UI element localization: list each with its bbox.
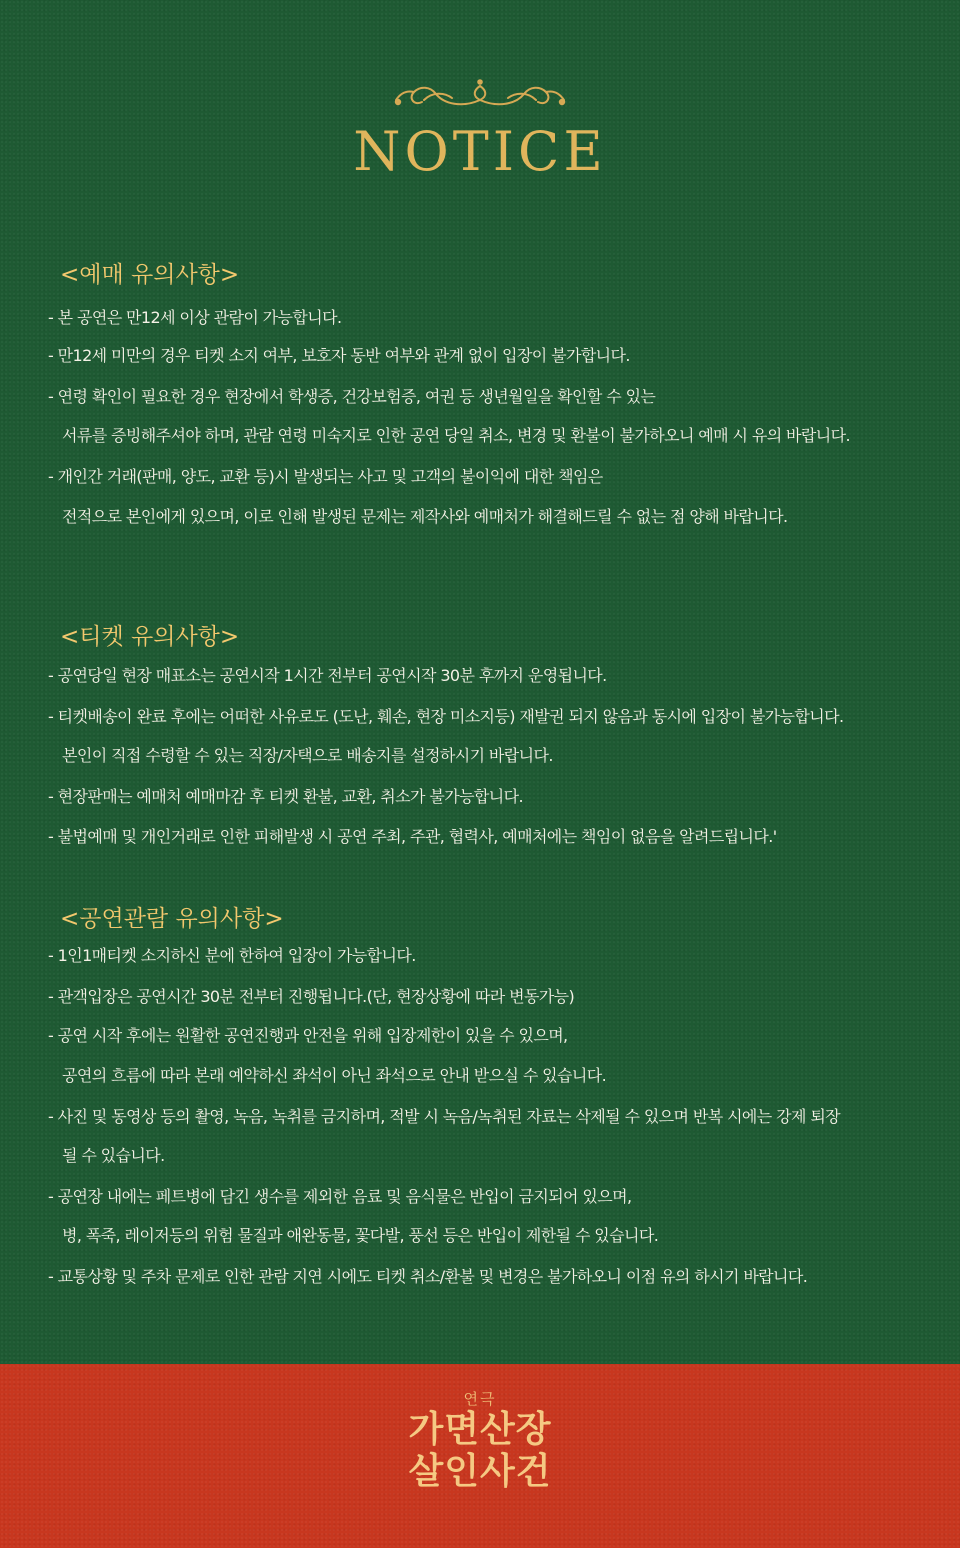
notice-line: 공연의 흐름에 따라 본래 예약하신 좌석이 아닌 좌석으로 안내 받으실 수 있습니다. <box>62 1066 607 1085</box>
notice-line: - 1인1매티켓 소지하신 분에 한하여 입장이 가능합니다. <box>48 946 416 965</box>
notice-line: - 사진 및 동영상 등의 촬영, 녹음, 녹취를 금지하며, 적발 시 녹음/녹취된 자료는 삭제될 수 있으며 반복 시에는 강제 퇴장 <box>48 1107 841 1126</box>
notice-title: NOTICE <box>353 120 607 183</box>
notice-line: - 관객입장은 공연시간 30분 전부터 진행됩니다.(단, 현장상황에 따라 변동가능) <box>48 987 575 1006</box>
play-logo <box>0 1390 960 1492</box>
logo-small-label: 연극 <box>463 1390 497 1408</box>
notice-line: - 공연장 내에는 페트병에 담긴 생수를 제외한 음료 및 음식물은 반입이 금지되어 있으며, <box>48 1187 632 1206</box>
notice-line: - 만12세 미만의 경우 티켓 소지 여부, 보호자 동반 여부와 관계 없이 입장이 불가합니다. <box>48 346 630 365</box>
notice-line: - 공연당일 현장 매표소는 공연시작 1시간 전부터 공연시작 30분 후까지 운영됩니다. <box>48 666 607 685</box>
notice-line: - 공연 시작 후에는 원활한 공연진행과 안전을 위해 입장제한이 있을 수 있으며, <box>48 1026 568 1045</box>
section-heading: <예매 유의사항> <box>60 262 240 288</box>
notice-line: - 교통상황 및 주차 문제로 인한 관람 지연 시에도 티켓 취소/환불 및 변경은 불가하오니 이점 유의 하시기 바랍니다. <box>48 1267 808 1286</box>
notice-line: - 현장판매는 예매처 예매마감 후 티켓 환불, 교환, 취소가 불가능합니다. <box>48 787 523 806</box>
section-heading: <공연관람 유의사항> <box>60 906 284 932</box>
logo-title-line-1: 가면산장 <box>408 1408 552 1450</box>
section-heading: <티켓 유의사항> <box>60 624 240 650</box>
notice-line: 본인이 직접 수령할 수 있는 직장/자택으로 배송지를 설정하시기 바랍니다. <box>62 746 553 765</box>
notice-line: - 연령 확인이 필요한 경우 현장에서 학생증, 건강보험증, 여권 등 생년월일을 확인할 수 있는 <box>48 387 656 406</box>
notice-line: 서류를 증빙해주셔야 하며, 관람 연령 미숙지로 인한 공연 당일 취소, 변경 및 환불이 불가하오니 예매 시 유의 바랍니다. <box>62 426 850 445</box>
notice-line: 될 수 있습니다. <box>62 1146 165 1165</box>
notice-line: 전적으로 본인에게 있으며, 이로 인해 발생된 문제는 제작사와 예매처가 해결해드릴 수 없는 점 양해 바랍니다. <box>62 507 788 526</box>
logo-title-line-2: 살인사건 <box>408 1450 552 1492</box>
notice-line: - 개인간 거래(판매, 양도, 교환 등)시 발생되는 사고 및 고객의 불이익에 대한 책임은 <box>48 467 603 486</box>
notice-line: - 본 공연은 만12세 이상 관람이 가능합니다. <box>48 308 342 327</box>
flourish-ornament-icon <box>392 78 568 112</box>
notice-line: - 티켓배송이 완료 후에는 어떠한 사유로도 (도난, 훼손, 현장 미소지등) 재발권 되지 않음과 동시에 입장이 불가능합니다. <box>48 707 844 726</box>
notice-line: - 불법예매 및 개인거래로 인한 피해발생 시 공연 주최, 주관, 협력사, 예매처에는 책임이 없음을 알려드립니다.' <box>48 827 777 846</box>
notice-line: 병, 폭죽, 레이저등의 위험 물질과 애완동물, 꽃다발, 풍선 등은 반입이 제한될 수 있습니다. <box>62 1226 659 1245</box>
